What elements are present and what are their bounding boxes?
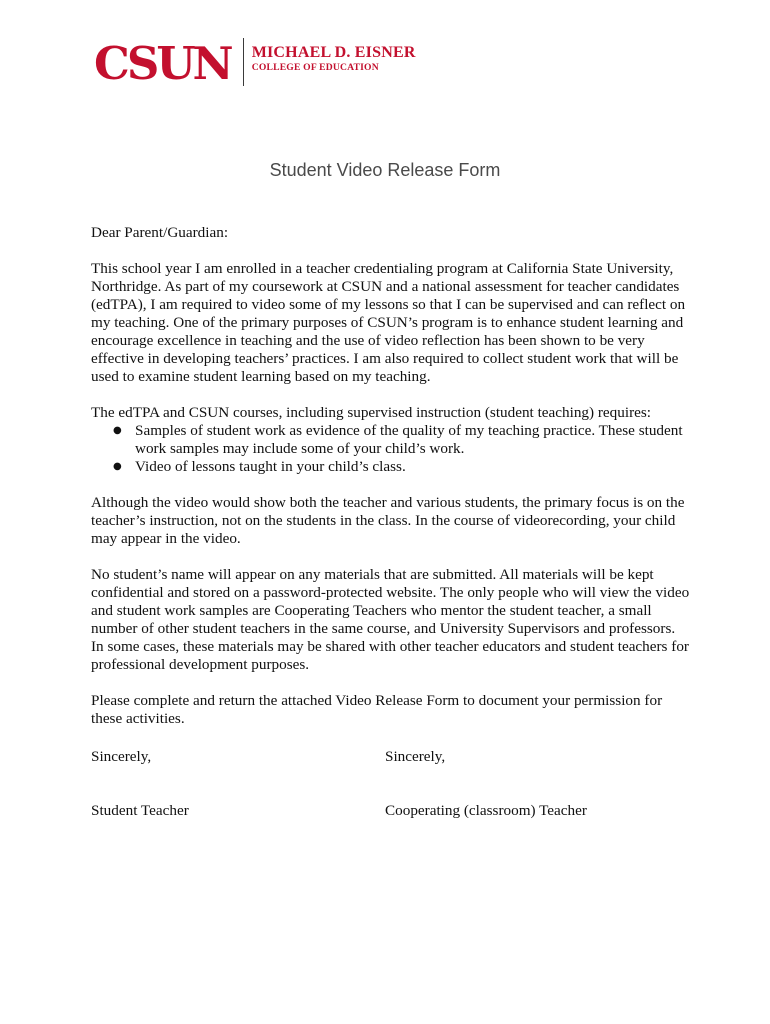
logo-wordmark: CSUN	[94, 36, 231, 90]
closing-left: Sincerely,	[91, 748, 152, 765]
closing-right: Sincerely,	[385, 748, 446, 765]
logo-line-2: COLLEGE OF EDUCATION	[251, 62, 379, 73]
page-title: Student Video Release Form	[269, 160, 501, 180]
list-item	[113, 458, 691, 476]
paragraph-request: Please complete and return the attached Video Release Form to document your permission for these activities.	[91, 692, 663, 727]
cooperating-teacher-label: Cooperating (classroom) Teacher	[385, 802, 587, 819]
logo-divider	[243, 38, 244, 86]
paragraph-confidentiality: No student’s name will appear on any materials that are submitted. All materials will be kept confidential and stored on a password-protected website. The only people who will view the video and student work samples are Cooperating Teachers who mentor the student teacher, a small number of other student teachers in the same course, and University Supervisors and professors. In some cases, these materials may be shared with other teacher educators and student teachers for professional development purposes.	[91, 566, 690, 673]
student-teacher-label: Student Teacher	[91, 802, 189, 819]
paragraph-video-focus: Although the video would show both the teacher and various students, the primary focus is on the teacher’s instruction, not on the students in the class. In the course of videorecording, your child may appear in the video.	[91, 494, 685, 547]
requirements-list	[91, 422, 691, 476]
list-item	[113, 422, 691, 458]
logo-college-name	[252, 44, 416, 74]
paragraph-enrollment: This school year I am enrolled in a teacher credentialing program at California State University, Northridge. As part of my coursework at CSUN and a national assessment for teacher candidates (edTPA), I am required to video some of my lessons so that I can be supervised and can reflect on my teaching. One of the primary purposes of CSUN’s program is to enhance student learning and encourage excellence in teaching and the use of video reflection has been shown to be very effective in developing teachers’ practices. I am also required to collect student work that will be used to examine student learning based on my teaching.	[91, 260, 686, 385]
csun-eisner-logo	[94, 36, 416, 88]
paragraph-requirements-intro: The edTPA and CSUN courses, including supervised instruction (student teaching) requires:	[91, 404, 652, 421]
bullet-icon: ●	[113, 425, 122, 436]
greeting: Dear Parent/Guardian:	[91, 224, 229, 241]
logo-line-1: MICHAEL D. EISNER	[251, 44, 416, 61]
list-item-text: Samples of student work as evidence of the quality of my teaching practice. These student work samples may include some of your child’s work.	[135, 422, 683, 457]
bullet-icon: ●	[113, 461, 122, 472]
letter-body	[91, 224, 691, 746]
list-item-text: Video of lessons taught in your child’s class.	[135, 458, 406, 475]
